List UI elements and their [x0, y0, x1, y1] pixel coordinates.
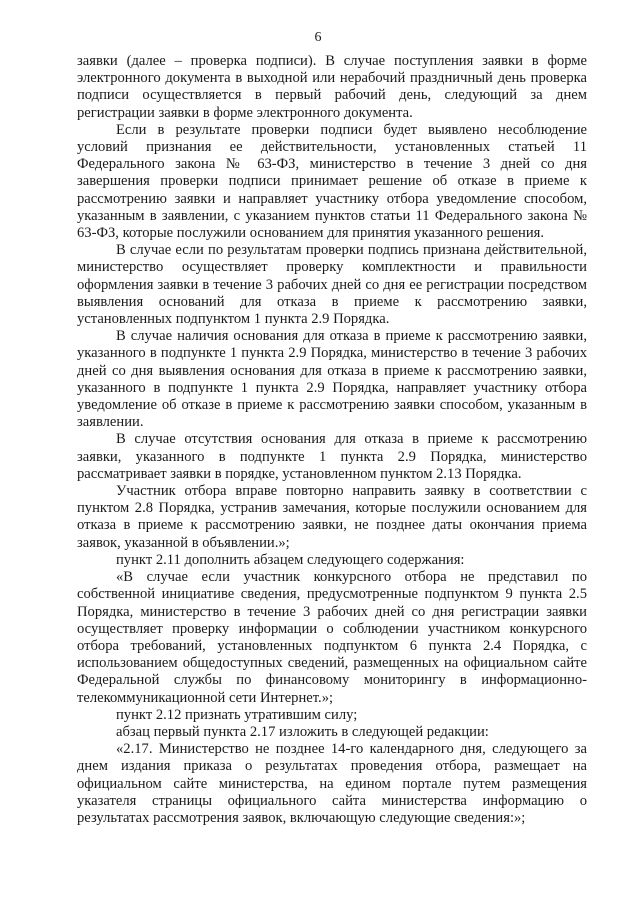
paragraph-repeal-2-12: пункт 2.12 признать утратившим силу;	[116, 706, 358, 723]
paragraph-quoted-2-17-text: «2.17. Министерство не позднее 14-го календарного дня, следующего за днем издания приказа о результатах проведения отбора, размещает на официальном сайте министерства, на едином портале путем размещения указателя страницы официального сайта министерства информацию о результатах рассмотрения заявок, включающую следующие сведения:»;	[77, 741, 587, 826]
paragraph-resubmission: Участник отбора вправе повторно направить заявку в соответствии с пунктом 2.8 Порядка, устранив замечания, которые послужили основанием для отказа в приеме к рассмотрению заявки, не позднее даты окончания приема заявок, указанной в объявлении.»;	[77, 483, 587, 551]
paragraph-signature-valid: В случае если по результатам проверки подпись признана действительной, министерство осуществляет проверку комплектности и правильности оформления заявки в течение 3 рабочих дней со дня ее регистрации посредством выявления оснований для отказа в приеме к рассмотрению заявки, установленных подпунктом 1 пункта 2.9 Порядка.	[77, 242, 587, 328]
paragraph-signature-invalid: Если в результате проверки подписи будет выявлено несоблюдение условий признания ее действительности, установленных статьей 11 Федерального закона № 63-ФЗ, министерство в течение 3 дней со дня завершения проверки подписи принимает решение об отказе в приеме к рассмотрению заявки и направляет участнику отбора уведомление способом, указанным в заявлении, с указанием пунктов статьи 11 Федерального закона № 63-ФЗ, которые послужили основанием для принятия указанного решения.	[77, 121, 587, 242]
paragraph-refusal-grounds-absent: В случае отсутствия основания для отказа в приеме к рассмотрению заявки, указанного в подпункте 1 пункта 2.9 Порядка, министерство рассматривает заявки в порядке, установленном пунктом 2.13 Порядка.	[77, 431, 587, 482]
paragraph-quoted-2-11-text: «В случае если участник конкурсного отбора не представил по собственной инициативе сведения, предусмотренные подпунктом 9 пункта 2.5 Порядка, министерство в течение 3 рабочих дней со дня регистрации заявки осуществляет проверку информации о соблюдении участником конкурсного отбора требований, установленных подпунктом 6 пункта 2.4 Порядка, с использованием общедоступных сведений, размещенных на официальном сайте Федеральной службы по финансовому мониторингу в информационно-телекоммуникационной сети Интернет.»;	[77, 569, 587, 706]
document-body	[77, 53, 587, 827]
paragraph-refusal-grounds-present: В случае наличия основания для отказа в приеме к рассмотрению заявки, указанного в подпункте 1 пункта 2.9 Порядка, министерство в течение 3 рабочих дней со дня выявления основания для отказа в приеме к рассмотрению заявки, указанного в подпункте 1 пункта 2.9 Порядка, направляет участнику отбора уведомление об отказе в приеме к рассмотрению заявки способом, указанным в заявлении.	[77, 328, 587, 431]
paragraph-amend-2-11: пункт 2.11 дополнить абзацем следующего содержания:	[116, 551, 465, 568]
paragraph-signature-check-continuation: заявки (далее – проверка подписи). В случае поступления заявки в форме электронного документа в выходной или нерабочий праздничный день проверка подписи осуществляется в первый рабочий день, следующий за днем регистрации заявки в форме электронного документа.	[77, 53, 587, 121]
paragraph-amend-2-17: абзац первый пункта 2.17 изложить в следующей редакции:	[116, 723, 489, 740]
page-number: 6	[314, 30, 322, 45]
